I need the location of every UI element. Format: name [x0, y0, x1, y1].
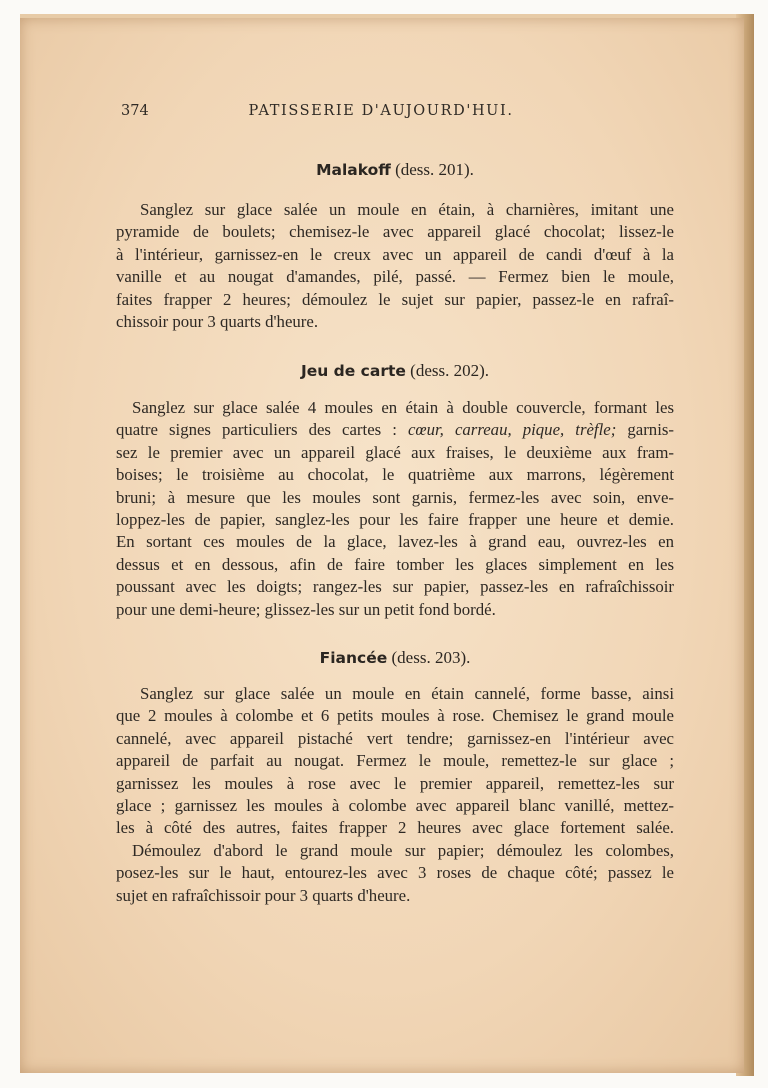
- text-segment: garnis-: [627, 420, 674, 440]
- text-line: Démoulez d'abord le grand moule sur papier; démoulez les colombes,: [132, 840, 674, 860]
- text-line: sujet en rafraîchissoir pour 3 quarts d'heure.: [116, 885, 411, 905]
- recipe-text-fiancee: [116, 683, 674, 907]
- text-line-with-italics: [116, 419, 674, 441]
- italic-card-suits: cœur, carreau, pique, trèfle;: [407, 420, 617, 440]
- text-line: les à côté des autres, faites frapper 2 heures avec glace fortement salée.: [116, 818, 674, 838]
- text-line: garnissez les moules à rose avec le premier appareil, remettez-les sur: [116, 773, 674, 793]
- recipe-ref: (dess. 201).: [395, 160, 474, 179]
- recipe-name: Fiancée: [319, 649, 388, 667]
- running-head: [121, 103, 641, 125]
- text-line: vanille et au nougat d'amandes, pilé, passé. — Fermez bien le moule,: [116, 267, 674, 287]
- recipe-name: Jeu de carte: [300, 362, 406, 380]
- section-title-malakoff: [116, 160, 674, 180]
- text-line: pour une demi-heure; glissez-les sur un petit fond bordé.: [116, 599, 496, 619]
- text-line: Sanglez sur glace salée 4 moules en étain à double couvercle, formant les: [132, 398, 674, 417]
- text-line: En sortant ces moules de la glace, lavez-les à grand eau, ouvrez-les en: [116, 532, 674, 552]
- text-line: Sanglez sur glace salée un moule en étain, à charnières, imitant une: [140, 200, 674, 219]
- section-title-fiancee: [116, 648, 674, 668]
- text-line: sez le premier avec un appareil glacé aux fraises, le deuxième aux fram-: [116, 442, 674, 462]
- section-title-jeu-de-carte: [116, 361, 674, 381]
- text-line: poussant avec les doigts; rangez-les sur papier, passez-les en rafraîchissoir: [116, 577, 674, 597]
- text-line: appareil de parfait au nougat. Fermez le moule, remettez-le sur glace ;: [116, 751, 674, 771]
- text-line: glace ; garnissez les moules à colombe avec appareil blanc vanillé, mettez-: [116, 795, 674, 815]
- text-line: faites frapper 2 heures; démoulez le sujet sur papier, passez-le en rafraî-: [116, 289, 674, 309]
- text-line: boises; le troisième au chocolat, le quatrième aux marrons, légèrement: [116, 465, 674, 485]
- text-line: dessus et en dessous, afin de faire tomber les glaces simplement en les: [116, 554, 674, 574]
- recipe-text-jeu-de-carte: [116, 397, 674, 621]
- text-line: que 2 moules à colombe et 6 petits moules à rose. Chemisez le grand moule: [116, 706, 674, 726]
- text-line: cannelé, avec appareil pistaché vert tendre; garnissez-en l'intérieur avec: [116, 728, 674, 748]
- text-line: pyramide de boulets; chemisez-le avec appareil glacé chocolat; lissez-le: [116, 222, 674, 242]
- recipe-ref: (dess. 203).: [391, 648, 471, 667]
- text-line: à l'intérieur, garnissez-en le creux avec un appareil de candi d'œuf à la: [116, 244, 674, 264]
- text-line: bruni; à mesure que les moules sont garnis, fermez-les avec soin, enve-: [116, 487, 674, 507]
- recipe-text-malakoff: [116, 199, 674, 333]
- running-title: PATISSERIE D'AUJOURD'HUI.: [248, 103, 514, 119]
- text-line: Sanglez sur glace salée un moule en étain cannelé, forme basse, ainsi: [140, 684, 674, 703]
- recipe-name: Malakoff: [316, 161, 391, 179]
- text-line: loppez-les de papier, sanglez-les pour les faire frapper une heure et demie.: [116, 509, 674, 529]
- text-segment: quatre signes particuliers des cartes :: [116, 420, 397, 440]
- text-line: posez-les sur le haut, entourez-les avec 3 roses de chaque côté; passez le: [116, 863, 674, 883]
- text-line: chissoir pour 3 quarts d'heure.: [116, 311, 319, 331]
- recipe-ref: (dess. 202).: [410, 361, 490, 380]
- page-number: 374: [121, 103, 149, 119]
